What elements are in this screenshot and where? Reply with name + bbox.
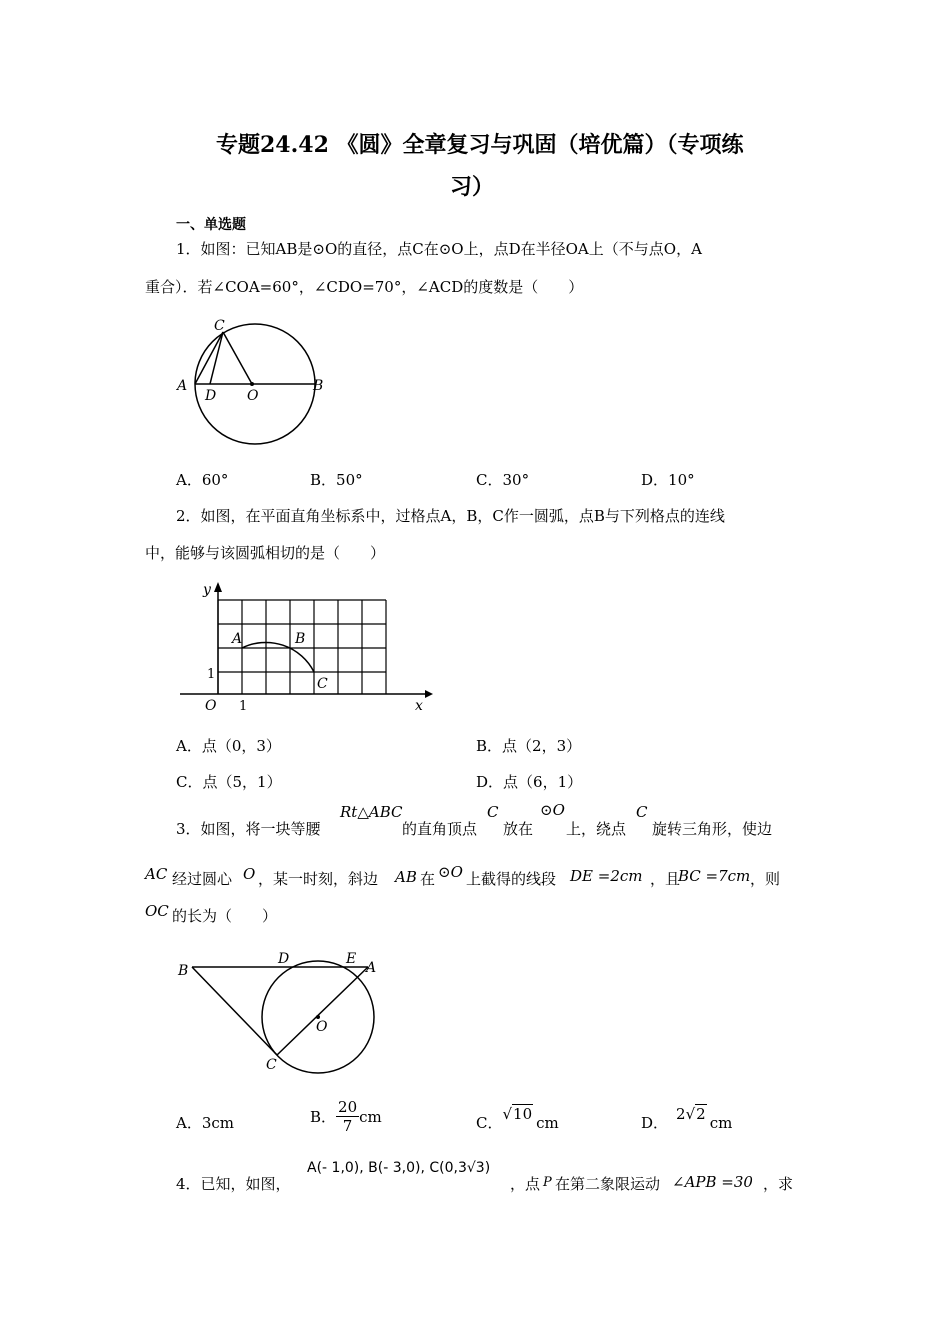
question-2-figure — [175, 578, 440, 718]
fig2-label-x: x — [415, 698, 423, 714]
option-b-fraction — [336, 1098, 359, 1135]
option-c-prefix: C． — [476, 1114, 503, 1132]
fig1-label-c: C — [214, 318, 225, 334]
question-1-figure — [170, 310, 340, 450]
question-3-edge-ab: AB — [395, 868, 417, 886]
question-3-figure — [170, 945, 400, 1080]
question-2-option-d: D．点（6，1） — [476, 773, 583, 791]
question-3-segment-bc: BC =7cm — [678, 867, 751, 885]
question-3-text-f: 旋转三角形，使边 — [652, 820, 773, 838]
question-3-text-b: 的直角顶点 — [402, 820, 478, 838]
question-4-angle: ∠APB =30 — [672, 1173, 753, 1191]
question-3-option-d — [641, 1103, 733, 1132]
question-3-point-c2: C — [636, 803, 648, 821]
fig2-label-c: C — [317, 676, 328, 692]
question-3-circle-o: ⊙O — [540, 801, 565, 819]
fig2-label-a: A — [232, 631, 243, 647]
fig1-label-o: O — [247, 388, 259, 404]
option-c-sqrt: √10 — [502, 1105, 533, 1123]
option-d-unit: cm — [709, 1114, 733, 1132]
fig2-tick-x1: 1 — [239, 699, 248, 714]
question-3-text-g: 经过圆心 — [172, 870, 233, 888]
question-3-segment-oc: OC — [145, 902, 169, 920]
question-1-option-d: D．10° — [641, 471, 695, 489]
question-3-text-d: 放在 — [503, 820, 534, 838]
question-1-line-2: 重合）．若∠COA=60°，∠CDO=70°，∠ACD的度数是（ ） — [145, 278, 584, 296]
page-title-continued: 习） — [450, 174, 495, 200]
fig1-label-d: D — [205, 388, 217, 404]
fig2-label-y: y — [203, 582, 211, 598]
question-3-triangle-expr: Rt△ABC — [340, 803, 403, 821]
fig3-label-e: E — [346, 951, 357, 967]
option-c-unit: cm — [536, 1114, 559, 1132]
question-4-point-p: P — [543, 1175, 552, 1190]
question-2-option-b: B．点（2，3） — [476, 737, 582, 755]
question-2-option-c: C．点（5，1） — [176, 773, 282, 791]
question-3-text-a: 3．如图，将一块等腰 — [176, 820, 321, 838]
fig3-label-d: D — [278, 951, 290, 967]
question-1-option-c: C．30° — [476, 471, 530, 489]
question-3-text-k: ，且 — [650, 870, 681, 888]
question-4-text-b: ，点 — [510, 1175, 541, 1193]
option-b-unit: cm — [359, 1107, 382, 1126]
question-3-center-o: O — [243, 865, 256, 883]
fig2-label-b: B — [295, 631, 306, 647]
question-3-segment-de: DE =2cm — [570, 867, 643, 885]
fig1-label-b: B — [313, 378, 324, 394]
option-b-denominator: 7 — [342, 1117, 353, 1135]
option-d-coefficient: 2 — [676, 1105, 686, 1123]
fig3-label-o: O — [316, 1019, 328, 1035]
question-3-circle-o2: ⊙O — [438, 863, 463, 881]
question-3-text-h: ，某一时刻，斜边 — [258, 870, 379, 888]
option-d-prefix: D． — [641, 1114, 669, 1132]
question-3-text-e: 上，绕点 — [566, 820, 627, 838]
option-d-radicand: 2 — [696, 1105, 706, 1123]
question-3-text-i: 在 — [420, 870, 436, 888]
option-b-prefix: B． — [310, 1108, 337, 1126]
fig3-label-a: A — [366, 960, 377, 976]
question-3-text-m: 的长为（ ） — [172, 907, 278, 925]
option-c-radicand: 10 — [513, 1105, 533, 1123]
question-3-option-b — [310, 1098, 382, 1135]
option-b-numerator: 20 — [338, 1098, 358, 1116]
question-3-text-j: 上截得的线段 — [466, 870, 557, 888]
question-2-line-1: 2．如图，在平面直角坐标系中，过格点A，B，C作一圆弧，点B与下列格点的连线 — [176, 507, 725, 525]
fig2-label-o: O — [205, 698, 217, 714]
fig3-label-c: C — [266, 1057, 277, 1073]
fig1-label-a: A — [177, 378, 188, 394]
option-d-sqrt: √2 — [685, 1105, 706, 1123]
question-4-text-c: 在第二象限运动 — [555, 1175, 661, 1193]
question-3-option-a: A．3cm — [176, 1114, 235, 1132]
question-3-option-c — [476, 1103, 559, 1132]
question-1-option-b: B．50° — [310, 471, 363, 489]
fig2-tick-y1: 1 — [207, 667, 216, 682]
question-3-text-l: ，则 — [750, 870, 781, 888]
question-1-line-1: 1．如图：已知AB是⊙O的直径，点C在⊙O上，点D在半径OA上（不与点O，A — [176, 240, 702, 258]
question-4-text-d: ，求 — [763, 1175, 794, 1193]
question-1-option-a: A．60° — [176, 471, 229, 489]
question-4-points: A(- 1,0), B(- 3,0), C(0,3√3) — [307, 1160, 491, 1176]
fig3-label-b: B — [178, 963, 189, 979]
page-title: 专题24.42 《圆》全章复习与巩固（培优篇）（专项练 — [216, 132, 744, 158]
question-2-line-2: 中，能够与该圆弧相切的是（ ） — [145, 544, 386, 562]
question-3-edge-ac: AC — [145, 865, 168, 883]
section-heading: 一、单选题 — [176, 217, 246, 233]
question-2-option-a: A．点（0，3） — [176, 737, 281, 755]
question-3-point-c: C — [487, 803, 499, 821]
question-4-text-a: 4．已知，如图， — [176, 1175, 291, 1193]
